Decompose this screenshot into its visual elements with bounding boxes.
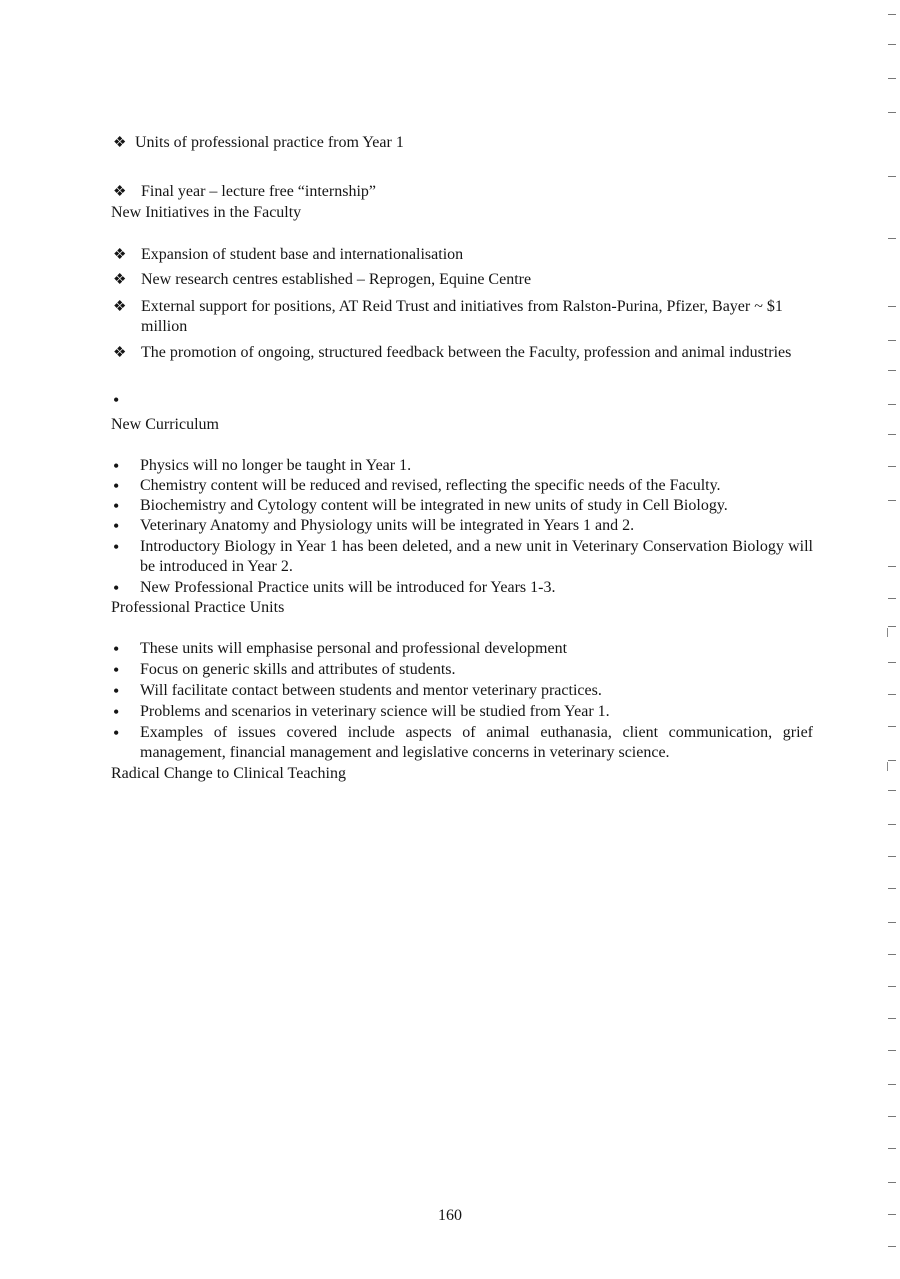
list-item-text: Chemistry content will be reduced and revised, reflecting the specific needs of the Faculty. [140,477,721,494]
dot-bullet-icon: • [113,516,120,536]
list-item [113,537,813,577]
dot-bullet-icon: • [113,390,120,410]
list-item [113,516,823,536]
list-item [113,133,823,153]
list-item-text: Examples of issues covered include aspects of animal euthanasia, client communication, grief management, financial management and legislative concerns in veterinary science. [140,724,813,761]
list-item [113,660,823,680]
list-item-text: External support for positions, AT Reid Trust and initiatives from Ralston-Purina, Pfizer, Bayer ~ $1 million [141,298,783,335]
dot-bullet-icon: • [113,456,120,476]
list-item [113,496,823,516]
dot-bullet-icon: • [113,639,120,659]
list-item [113,702,823,722]
list-item [113,343,803,363]
list-item-text: Focus on generic skills and attributes of students. [140,661,456,678]
list-item-text: Introductory Biology in Year 1 has been deleted, and a new unit in Veterinary Conservation Biology will be introduced in Year 2. [140,538,813,575]
list-item [113,639,823,659]
list-item-text: Will facilitate contact between students and mentor veterinary practices. [140,682,602,699]
dot-bullet-icon: • [113,537,120,557]
list-item [113,270,823,290]
list-item [113,578,823,598]
list-item-text: Expansion of student base and internationalisation [141,246,464,263]
dot-bullet-icon: • [113,476,120,496]
page-number: 160 [438,1207,462,1224]
list-item-text: Biochemistry and Cytology content will be integrated in new units of study in Cell Biology. [140,497,728,514]
dot-bullet-icon: • [113,496,120,516]
diamond-bullet-icon: ❖ [113,184,127,200]
list-item [113,182,823,202]
list-item-text: These units will emphasise personal and professional development [140,640,568,657]
diamond-bullet-icon: ❖ [113,247,127,263]
list-item-text: Final year – lecture free “internship” [141,183,376,200]
list-item-text: The promotion of ongoing, structured feedback between the Faculty, profession and animal industries [141,344,792,361]
list-item [113,456,823,476]
diamond-bullet-icon: ❖ [113,272,127,288]
list-item [113,681,823,701]
section-heading-new-curriculum: New Curriculum [111,416,219,433]
list-item-text: Problems and scenarios in veterinary science will be studied from Year 1. [140,703,610,720]
list-item-text: New Professional Practice units will be introduced for Years 1-3. [140,579,556,596]
diamond-bullet-icon: ❖ [113,299,127,315]
diamond-bullet-icon: ❖ [113,345,127,361]
list-item [113,476,823,496]
list-item [113,723,813,763]
list-item [113,245,823,265]
dot-bullet-icon: • [113,660,120,680]
diamond-bullet-icon: ❖ [113,135,127,151]
list-item-text: New research centres established – Reprogen, Equine Centre [141,271,532,288]
list-item [113,297,803,337]
section-heading-radical-change: Radical Change to Clinical Teaching [111,765,346,782]
dot-bullet-icon: • [113,681,120,701]
list-item-text: Veterinary Anatomy and Physiology units will be integrated in Years 1 and 2. [140,517,635,534]
list-item-text: Units of professional practice from Year 1 [135,134,404,151]
list-item-text: Physics will no longer be taught in Year 1. [140,457,412,474]
section-heading-professional-practice-units: Professional Practice Units [111,599,285,616]
section-heading-new-initiatives: New Initiatives in the Faculty [111,204,302,221]
dot-bullet-icon: • [113,578,120,598]
dot-bullet-icon: • [113,723,120,743]
dot-bullet-icon: • [113,702,120,722]
